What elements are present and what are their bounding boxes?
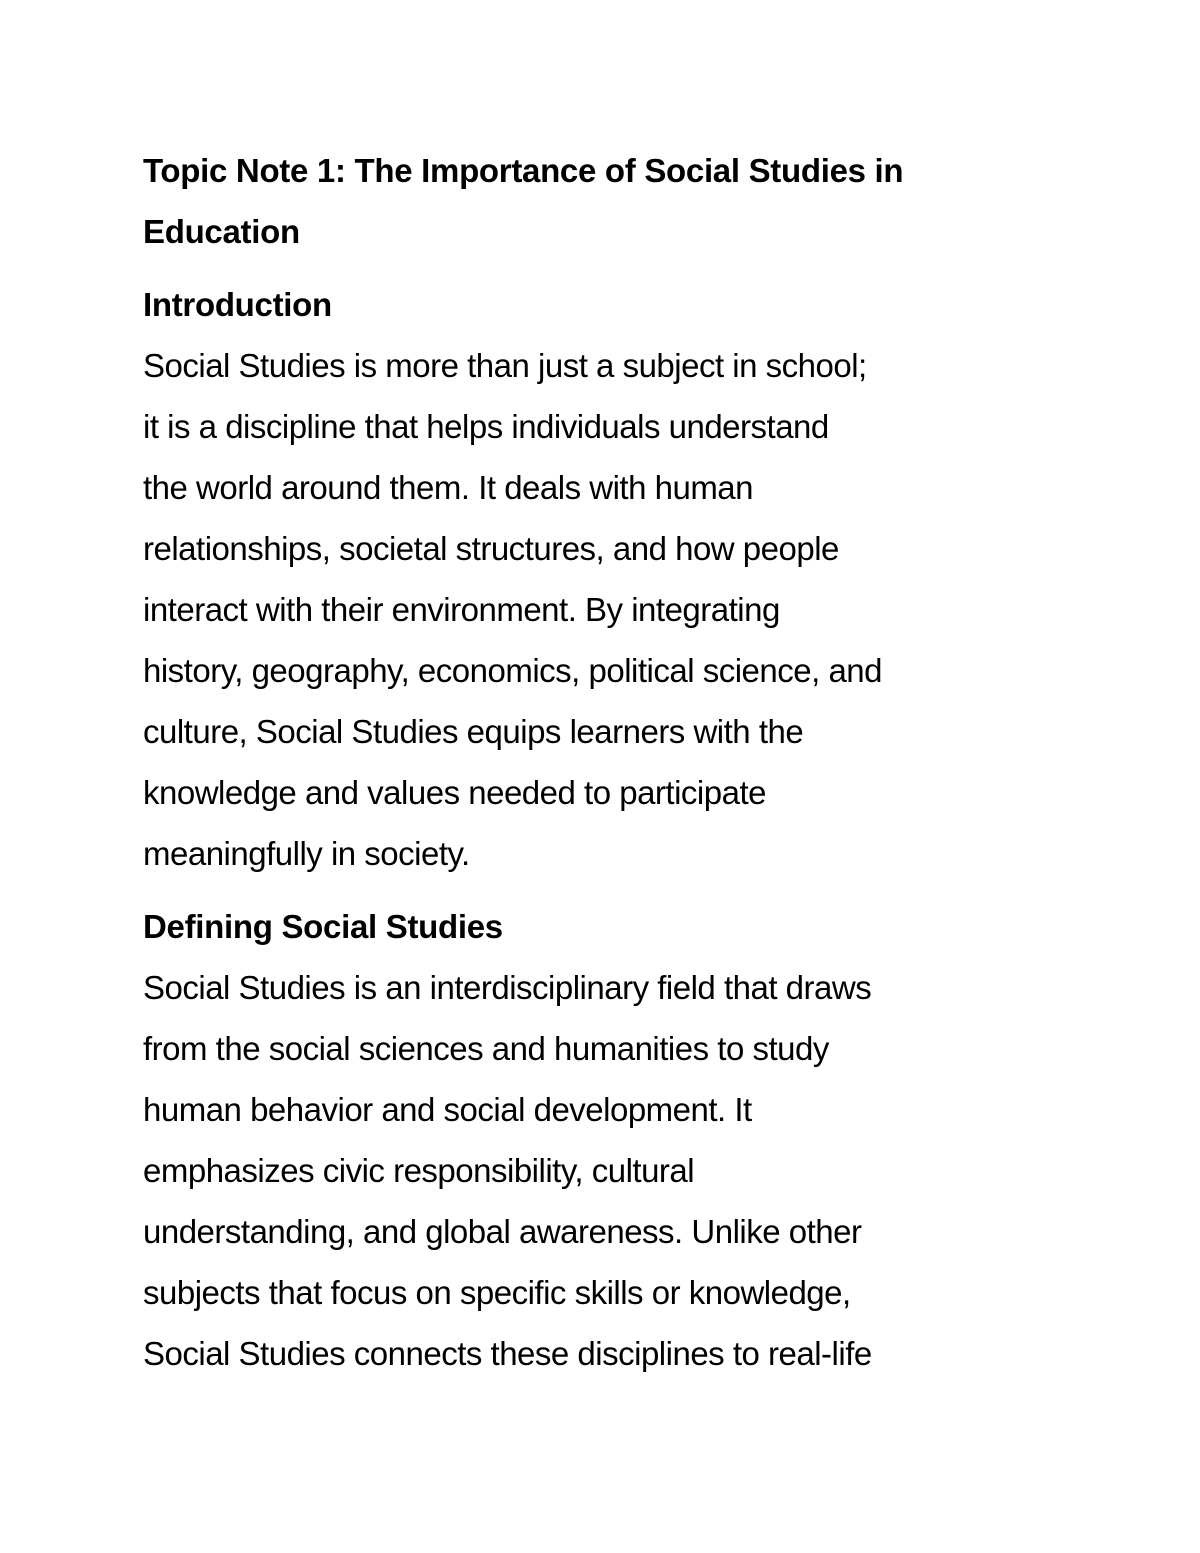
text-line: it is a discipline that helps individuals understand [143,408,829,445]
defining-paragraph [143,957,1073,1384]
section-heading-defining-social-studies: Defining Social Studies [143,908,503,945]
text-line: history, geography, economics, political science, and [143,652,883,689]
introduction-paragraph [143,335,1073,884]
section-heading-introduction: Introduction [143,286,332,323]
title-line: Topic Note 1: The Importance of Social Studies in [143,152,904,189]
title-line: Education [143,213,300,250]
text-line: understanding, and global awareness. Unlike other [143,1213,862,1250]
text-line: relationships, societal structures, and how people [143,530,839,567]
text-line: meaningfully in society. [143,835,470,872]
text-line: the world around them. It deals with human [143,469,754,506]
text-line: culture, Social Studies equips learners with the [143,713,804,750]
text-line: Social Studies connects these disciplines to real-life [143,1335,872,1372]
page-title [143,140,1073,262]
text-line: interact with their environment. By integrating [143,591,780,628]
text-line: human behavior and social development. It [143,1091,752,1128]
text-line: knowledge and values needed to participate [143,774,766,811]
text-line: from the social sciences and humanities to study [143,1030,829,1067]
text-line: Social Studies is an interdisciplinary field that draws [143,969,872,1006]
text-line: subjects that focus on specific skills or knowledge, [143,1274,851,1311]
text-line: Social Studies is more than just a subject in school; [143,347,867,384]
document-content [143,140,1073,1396]
text-line: emphasizes civic responsibility, cultural [143,1152,695,1189]
